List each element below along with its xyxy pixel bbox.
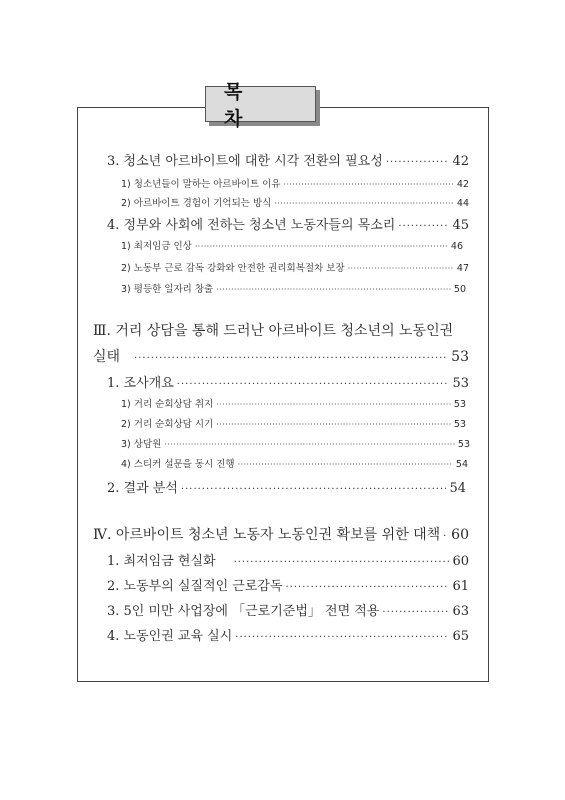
toc-label: 2. 노동부의 실질적인 근로감독	[107, 579, 283, 594]
toc-label: 4. 정부와 사회에 전하는 청소년 노동자들의 목소리	[107, 218, 396, 233]
toc-chapter-3-line1[interactable]: Ⅲ. 거리 상담을 통해 드러난 아르바이트 청소년의 노동인권	[93, 323, 454, 339]
toc-label: 4) 스티커 설문을 동시 진행	[121, 459, 235, 470]
toc-label: 3. 5인 미만 사업장에 「근로기준법」 전면 적용	[107, 604, 380, 619]
toc-entry-c4-4[interactable]	[107, 625, 469, 644]
toc-label: 2) 노동부 근로 감독 강화와 안전한 권리회복절차 보장	[121, 263, 345, 274]
toc-label: 1) 거리 순회상담 취지	[121, 399, 214, 410]
toc-chapter-4[interactable]	[93, 524, 469, 544]
leader-dots	[238, 460, 453, 469]
toc-entry-3-1[interactable]	[121, 176, 469, 190]
toc-page: 46	[450, 241, 463, 252]
toc-label: 1. 조사개요	[107, 376, 174, 391]
toc-entry-3-2[interactable]	[121, 195, 469, 209]
leader-dots	[164, 440, 455, 449]
toc-page: 47	[456, 263, 469, 274]
toc-entry-c3-1-2[interactable]	[121, 416, 466, 430]
toc-page: 53	[453, 399, 466, 410]
toc-entry-c3-1-1[interactable]	[121, 396, 466, 410]
toc-page: 42	[456, 179, 469, 190]
toc-page: 54	[449, 481, 466, 496]
toc-frame	[77, 107, 489, 682]
leader-dots	[134, 353, 448, 364]
toc-title-box	[205, 81, 316, 130]
leader-dots	[235, 632, 449, 643]
leader-dots	[216, 420, 451, 429]
toc-entry-c4-1[interactable]	[107, 550, 469, 569]
toc-entry-c3-1[interactable]	[107, 372, 469, 391]
leader-dots	[177, 379, 450, 390]
leader-dots	[284, 180, 454, 189]
toc-entry-c3-1-4[interactable]	[121, 456, 468, 470]
toc-label: 1. 최저임금 현실화	[107, 554, 216, 569]
toc-title: 목 차	[224, 81, 261, 130]
leader-dots	[216, 400, 451, 409]
toc-page: 54	[455, 459, 468, 470]
leader-dots	[348, 264, 454, 273]
toc-page: 53	[457, 439, 470, 450]
toc-page: 65	[452, 629, 469, 644]
leader-dots	[382, 607, 449, 618]
leader-dots	[274, 199, 454, 208]
toc-label: 4. 노동인권 교육 실시	[107, 629, 233, 644]
toc-page: 53	[452, 376, 469, 391]
toc-label: 2) 아르바이트 경험이 기억되는 방식	[121, 198, 272, 209]
toc-label: Ⅳ. 아르바이트 청소년 노동자 노동인권 확보를 위한 대책	[93, 527, 441, 543]
toc-page: 60	[451, 527, 469, 543]
toc-entry-4-2[interactable]	[121, 260, 469, 274]
toc-page: 42	[452, 154, 469, 169]
toc-page: 45	[452, 218, 469, 233]
toc-label: 2. 결과 분석	[107, 481, 178, 496]
toc-entry-c3-2[interactable]	[107, 477, 466, 496]
toc-page: 50	[453, 284, 466, 295]
leader-dots	[286, 582, 450, 593]
toc-page: 53	[451, 349, 469, 365]
leader-dots	[181, 484, 447, 495]
leader-dots	[216, 285, 451, 294]
leader-dots	[398, 221, 449, 232]
toc-label: 2) 거리 순회상담 시기	[121, 419, 214, 430]
toc-entry-3[interactable]	[107, 150, 469, 169]
toc-page: 61	[452, 579, 469, 594]
toc-page: 44	[456, 198, 469, 209]
toc-entry-c4-3[interactable]	[107, 600, 469, 619]
leader-dots	[443, 531, 448, 542]
leader-dots	[234, 557, 450, 568]
toc-page: 60	[452, 554, 469, 569]
toc-entry-c3-1-3[interactable]	[121, 436, 470, 450]
toc-chapter-3-line2[interactable]	[93, 346, 469, 366]
toc-page: 53	[453, 419, 466, 430]
toc-entry-c4-2[interactable]	[107, 575, 469, 594]
toc-label: 실태	[93, 349, 121, 365]
toc-entry-4[interactable]	[107, 214, 469, 233]
toc-entry-4-3[interactable]	[121, 281, 466, 295]
toc-label: 3. 청소년 아르바이트에 대한 시각 전환의 필요성	[107, 154, 383, 169]
leader-dots	[195, 242, 448, 251]
leader-dots	[386, 157, 450, 168]
toc-label: 3) 평등한 일자리 창출	[121, 284, 214, 295]
toc-label: 1) 최저임금 인상	[121, 241, 192, 252]
toc-page: 63	[452, 604, 469, 619]
toc-label: 1) 청소년들이 말하는 아르바이트 이유	[121, 179, 281, 190]
toc-label: 3) 상담원	[121, 439, 162, 450]
toc-entry-4-1[interactable]	[121, 238, 463, 252]
